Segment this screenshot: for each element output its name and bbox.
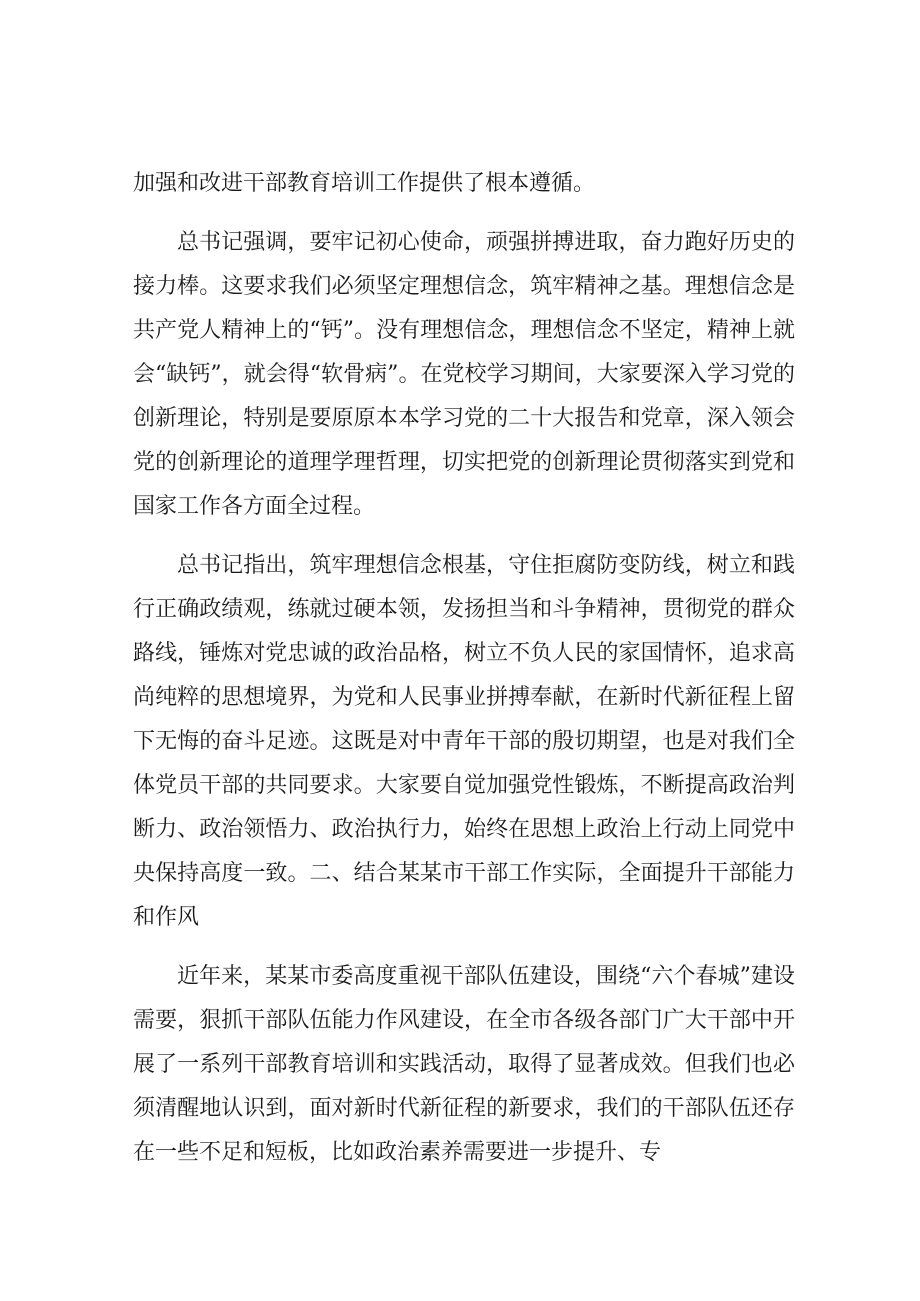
paragraph-ideals-faith: 总书记强调，要牢记初心使命，顽强拼搏进取，奋力跑好历史的接力棒。这要求我们必须坚定理想信念，筑牢精神之基。理想信念是共产党人精神上的“钙”。没有理想信念，理想信念不坚定，精神上就会“缺钙”，就会得“软骨病”。在党校学习期间，大家要深入学习党的创新理论，特别是要原原本本学习党的二十大报告和党章，深入领会党的创新理论的道理学理哲理，切实把党的创新理论贯彻落实到党和国家工作各方面全过程。 <box>133 230 795 519</box>
paragraph-continuation: 加强和改进干部教育培训工作提供了根本遵循。 <box>133 171 596 196</box>
paragraph-requirements: 总书记指出，筑牢理想信念根基，守住拒腐防变防线，树立和践行正确政绩观，练就过硬本领，发扬担当和斗争精神，贯彻党的群众路线，锤炼对党忠诚的政治品格，树立不负人民的家国情怀，追求高尚纯粹的思想境界，为党和人民事业拼搏奉献，在新时代新征程上留下无悔的奋斗足迹。这既是对中青年干部的殷切期望，也是对我们全体党员干部的共同要求。大家要自觉加强党性锻炼，不断提高政治判断力、政治领悟力、政治执行力，始终在思想上政治上行动上同党中央保持高度一致。二、结合某某市干部工作实际，全面提升干部能力和作风 <box>133 553 795 930</box>
paragraph-city-cadres: 近年来，某某市委高度重视干部队伍建设，围绕“六个春城”建设需要，狠抓干部队伍能力作风建设，在全市各级各部门广大干部中开展了一系列干部教育培训和实践活动，取得了显著成效。但我们也必须清醒地认识到，面对新时代新征程的新要求，我们的干部队伍还存在一些不足和短板，比如政治素养需要进一步提升、专 <box>133 964 795 1165</box>
document-body <box>133 162 795 1190</box>
